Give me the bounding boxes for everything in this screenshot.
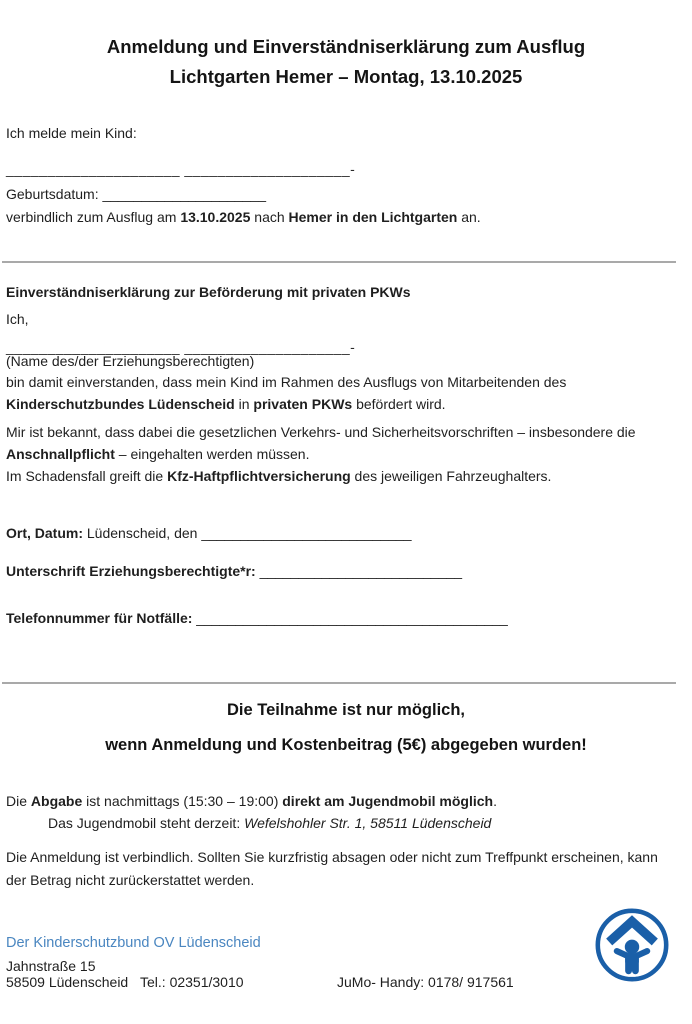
section-divider-bottom (2, 682, 676, 684)
footer-jumo-phone: JuMo- Handy: 0178/ 917561 (337, 974, 514, 990)
place-date-line: Ort, Datum: Lüdenscheid, den ___________________________ (6, 525, 412, 541)
footer-org-name: Der Kinderschutzbund OV Lüdenscheid (6, 935, 261, 951)
consent-paragraph-1-line1: bin damit einverstanden, dass mein Kind im Rahmen des Ausflugs von Mitarbeitenden des (6, 374, 567, 390)
page-title-line2: Lichtgarten Hemer – Montag, 13.10.2025 (169, 66, 523, 87)
participation-notice-line2: wenn Anmeldung und Kostenbeitrag (5€) abgegeben wurden! (105, 736, 587, 754)
guardian-name-caption: (Name des/der Erziehungsberechtigten) (6, 353, 255, 369)
consent-paragraph-2 (6, 421, 678, 487)
emergency-phone-line: Telefonnummer für Notfälle: ________________________________________ (6, 610, 508, 626)
cancellation-line1: Die Anmeldung ist verbindlich. Sollten Sie kurzfristig absagen oder nicht zum Treffpunkt erscheinen, kann (6, 849, 658, 865)
footer-city: 58509 Lüdenscheid (6, 974, 129, 990)
guardian-name-blank: _____________________ ____________________- (6, 339, 356, 355)
child-under-roof-icon (594, 906, 670, 984)
consent-paragraph-2-line2: Anschnallpflicht – eingehalten werden müssen. (6, 446, 310, 462)
page-title-line1: Anmeldung und Einverständniserklärung zum Ausflug (106, 36, 586, 57)
handover-line1: Die Abgabe ist nachmittags (15:30 – 19:00) direkt am Jugendmobil möglich. (6, 793, 497, 809)
page-title (0, 32, 692, 92)
section-divider-top (2, 261, 676, 263)
consent-paragraph-1 (6, 371, 678, 415)
consent-paragraph-3: Im Schadensfall greift die Kfz-Haftpflichtversicherung des jeweiligen Fahrzeughalters. (6, 468, 552, 484)
consent-heading: Einverständniserklärung zur Beförderung mit privaten PKWs (6, 284, 411, 300)
footer-contact-row (6, 974, 678, 996)
binding-statement: verbindlich zum Ausflug am 13.10.2025 nach Hemer in den Lichtgarten an. (6, 209, 481, 225)
handover-line2: Das Jugendmobil steht derzeit: Wefelshohler Str. 1, 58511 Lüdenscheid (48, 815, 492, 831)
consent-paragraph-2-line1: Mir ist bekannt, dass dabei die gesetzlichen Verkehrs- und Sicherheitsvorschriften – insbesondere die (6, 424, 636, 440)
child-name-blank: _____________________ ____________________- (6, 161, 356, 177)
consent-paragraph-1-line2: Kinderschutzbundes Lüdenscheid in privaten PKWs befördert wird. (6, 396, 446, 412)
footer-phone: Tel.: 02351/3010 (140, 974, 244, 990)
footer-street: Jahnstraße 15 (6, 958, 96, 974)
cancellation-paragraph (6, 846, 678, 892)
birthdate-line: Geburtsdatum: _____________________ (6, 186, 266, 202)
participation-notice-line1: Die Teilnahme ist nur möglich, (226, 701, 466, 719)
registration-intro: Ich melde mein Kind: (6, 125, 137, 141)
signature-line: Unterschrift Erziehungsberechtigte*r: __________________________ (6, 563, 463, 579)
kinderschutzbund-logo (594, 906, 670, 984)
consent-ich: Ich, (6, 311, 29, 327)
cancellation-line2: der Betrag nicht zurückerstattet werden. (6, 872, 255, 888)
